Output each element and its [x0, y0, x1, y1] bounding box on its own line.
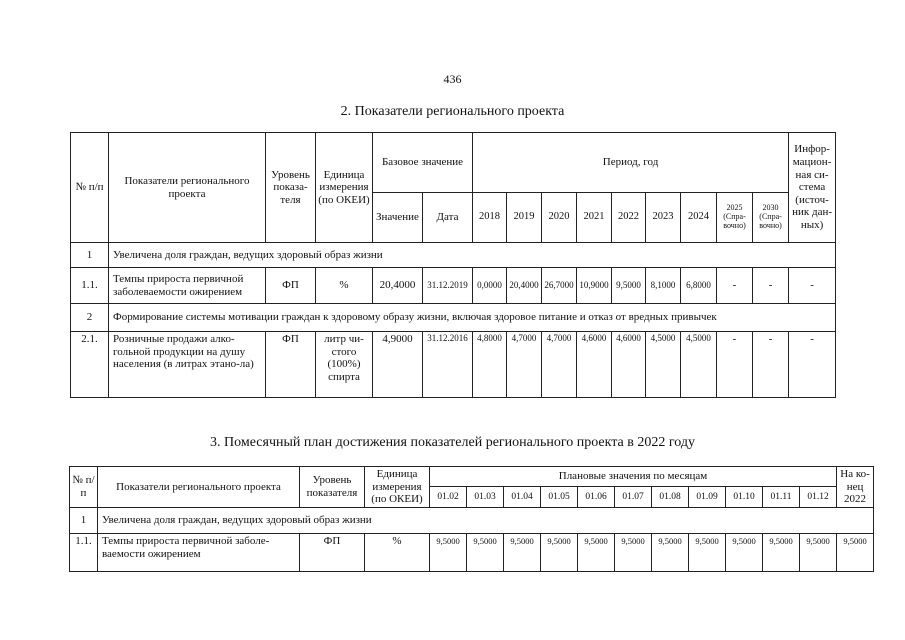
month-value: 9,5000	[430, 533, 467, 571]
header-base-value-col: Значение	[373, 193, 423, 243]
header-year: 2021	[577, 193, 612, 243]
row-num: 1.1.	[71, 268, 109, 304]
row-num: 1	[71, 243, 109, 268]
page-number: 436	[443, 72, 462, 86]
header-year: 2024	[681, 193, 717, 243]
month-value: 9,5000	[689, 533, 726, 571]
month-value: 9,5000	[726, 533, 763, 571]
header-period: Период, год	[473, 133, 789, 193]
header-month: 01.09	[689, 487, 726, 507]
year-value: 4,8000	[473, 332, 507, 398]
header-month: 01.06	[578, 487, 615, 507]
month-value: 9,5000	[504, 533, 541, 571]
indicator-level: ФП	[266, 268, 316, 304]
year-value: 4,7000	[542, 332, 577, 398]
indicator-unit: %	[316, 268, 373, 304]
indicator-unit: литр чи-стого (100%) спирта	[316, 332, 373, 398]
row-num: 1	[70, 507, 98, 533]
value-2030: -	[753, 268, 789, 304]
table-row	[71, 332, 836, 398]
base-value: 20,4000	[373, 268, 423, 304]
year-value: 20,4000	[507, 268, 542, 304]
indicator-name: Темпы прироста первичной заболе-ваемости ожирением	[98, 533, 300, 571]
header-level: Уровень показа-теля	[266, 133, 316, 243]
goal-text: Увеличена доля граждан, ведущих здоровый образ жизни	[109, 243, 836, 268]
header-month: 01.10	[726, 487, 763, 507]
header-month: 01.04	[504, 487, 541, 507]
base-value: 4,9000	[373, 332, 423, 398]
monthly-plan-table	[69, 466, 874, 572]
value-2030: -	[753, 332, 789, 398]
section-3-title: 3. Помесячный план достижения показателей регионального проекта в 2022 году	[210, 435, 695, 450]
year-value: 4,5000	[681, 332, 717, 398]
month-value: 9,5000	[615, 533, 652, 571]
header-planned-values: Плановые значения по месяцам	[430, 467, 837, 487]
year-value: 4,6000	[612, 332, 646, 398]
month-value: 9,5000	[763, 533, 800, 571]
header-year: 2020	[542, 193, 577, 243]
header-year: 2023	[646, 193, 681, 243]
goal-row	[71, 243, 836, 268]
year-value: 4,7000	[507, 332, 542, 398]
header-level: Уровень показателя	[300, 467, 365, 508]
header-unit: Единица измерения (по ОКЕИ)	[316, 133, 373, 243]
value-2025: -	[717, 332, 753, 398]
section-2-title: 2. Показатели регионального проекта	[340, 104, 565, 119]
header-year-2030: 2030 (Спра-вочно)	[753, 193, 789, 243]
year-value: 4,6000	[577, 332, 612, 398]
month-value: 9,5000	[800, 533, 837, 571]
indicator-name: Розничные продажи алко-гольной продукции на душу населения (в литрах этано-ла)	[109, 332, 266, 398]
goal-row	[70, 507, 874, 533]
header-info-system: Инфор-мацион-ная си-стема (источ-ник дан-ных)	[789, 133, 836, 243]
year-value: 10,9000	[577, 268, 612, 304]
table-row	[70, 533, 874, 571]
year-value: 4,5000	[646, 332, 681, 398]
indicator-level: ФП	[300, 533, 365, 571]
value-2025: -	[717, 268, 753, 304]
header-month: 01.07	[615, 487, 652, 507]
indicator-unit: %	[365, 533, 430, 571]
month-value: 9,5000	[541, 533, 578, 571]
row-num: 2.1.	[71, 332, 109, 398]
info-system: -	[789, 268, 836, 304]
end-of-year-value: 9,5000	[837, 533, 874, 571]
goal-text: Увеличена доля граждан, ведущих здоровый образ жизни	[98, 507, 874, 533]
month-value: 9,5000	[578, 533, 615, 571]
header-year: 2022	[612, 193, 646, 243]
base-date: 31.12.2016	[423, 332, 473, 398]
regional-indicators-table	[70, 132, 836, 398]
year-value: 8,1000	[646, 268, 681, 304]
header-end-of-year: На ко-нец 2022	[837, 467, 874, 508]
month-value: 9,5000	[652, 533, 689, 571]
header-base-value: Базовое значение	[373, 133, 473, 193]
year-value: 0,0000	[473, 268, 507, 304]
header-month: 01.08	[652, 487, 689, 507]
indicator-name: Темпы прироста первичной заболеваемости ожирением	[109, 268, 266, 304]
goal-text: Формирование системы мотивации граждан к здоровому образу жизни, включая здоровое питание и отказ от вредных привычек	[109, 304, 836, 332]
header-num: № п/п	[71, 133, 109, 243]
month-value: 9,5000	[467, 533, 504, 571]
year-value: 26,7000	[542, 268, 577, 304]
year-value: 9,5000	[612, 268, 646, 304]
header-num: № п/п	[70, 467, 98, 508]
header-unit: Единица измерения (по ОКЕИ)	[365, 467, 430, 508]
header-indicator: Показатели регионального проекта	[98, 467, 300, 508]
table-row	[71, 268, 836, 304]
header-month: 01.02	[430, 487, 467, 507]
header-year-2025: 2025 (Спра-вочно)	[717, 193, 753, 243]
info-system: -	[789, 332, 836, 398]
header-month: 01.11	[763, 487, 800, 507]
row-num: 1.1.	[70, 533, 98, 571]
header-month: 01.12	[800, 487, 837, 507]
header-year: 2018	[473, 193, 507, 243]
goal-row	[71, 304, 836, 332]
base-date: 31.12.2019	[423, 268, 473, 304]
row-num: 2	[71, 304, 109, 332]
header-month: 01.03	[467, 487, 504, 507]
year-value: 6,8000	[681, 268, 717, 304]
header-month: 01.05	[541, 487, 578, 507]
indicator-level: ФП	[266, 332, 316, 398]
header-indicator: Показатели регионального проекта	[109, 133, 266, 243]
header-base-date-col: Дата	[423, 193, 473, 243]
header-year: 2019	[507, 193, 542, 243]
